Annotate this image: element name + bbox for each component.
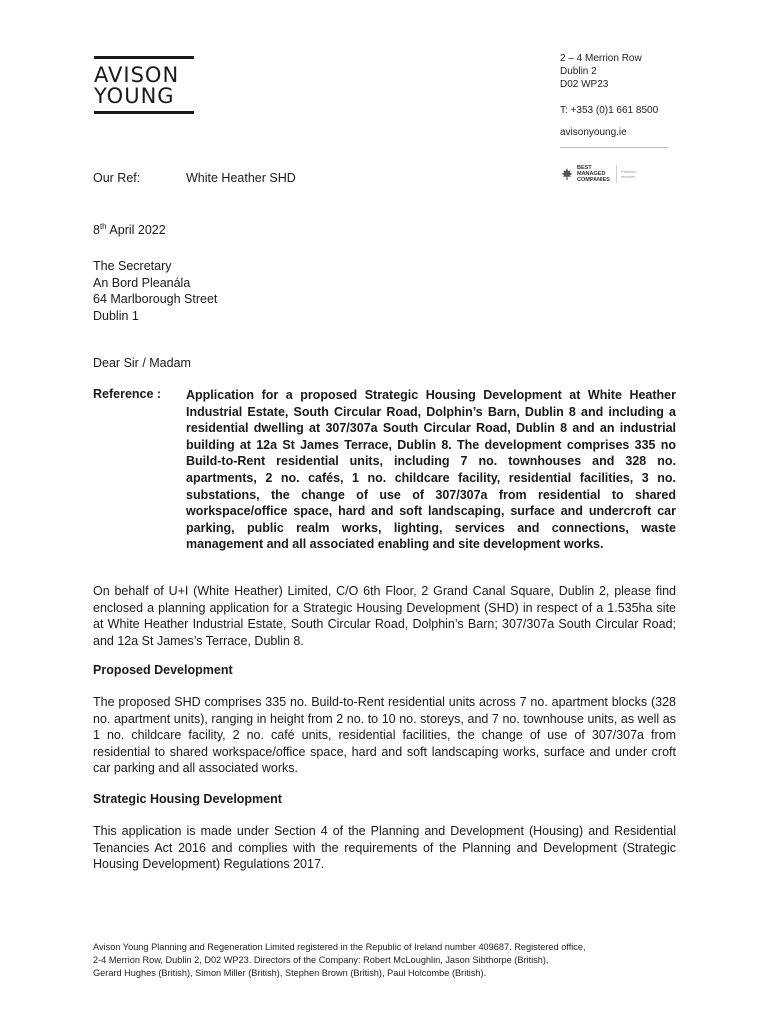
company-logo bbox=[94, 56, 194, 114]
address-line-1: 2 – 4 Merrion Row bbox=[560, 53, 642, 64]
badge-line-3: COMPANIES bbox=[577, 177, 610, 183]
address-divider bbox=[560, 147, 668, 148]
salutation: Dear Sir / Madam bbox=[93, 356, 191, 370]
reference-text: Application for a proposed Strategic Housing Development at White Heather Industrial Estate, South Circular Road, Dolphin’s Barn, Dublin 8 and including a residential dwelling at 307/307a South Circular Road, Dublin 8 and an industrial building at 12a St James Terrace, Dublin 8. The development comprises 335 no Build-to-Rent residential units, including 7 no. townhouses and 328 no. apartments, 2 no. cafés, 1 no. childcare facility, residential facilities, 3 no. substations, the change of use of 307/307a from residential to shared workspace/office space, hard and soft landscaping, surface and undercroft car parking, public realm works, lighting, services and connections, waste management and all associated enabling and site development works. bbox=[186, 388, 676, 552]
best-managed-badge bbox=[560, 165, 636, 183]
date-rest: April 2022 bbox=[106, 223, 166, 238]
proposed-development-paragraph: The proposed SHD comprises 335 no. Build-to-Rent residential units across 7 no. apartment blocks (328 no. apartment units), ranging in height from 2 no. to 10 no. storeys, and 7 no. townhouse units, as well as 1 no. childcare facility, 2 no. café units, residential facilities, the change of use of 307/307a from residential to shared workspace/office space, hard and soft landscaping works, surface and under croft car parking and all associated works. bbox=[93, 695, 676, 776]
shd-paragraph: This application is made under Section 4 of the Planning and Development (Housing) and Residential Tenancies Act 2016 and complies with the requirements of the Planning and Development (Strategic Housing Development) Regulations 2017. bbox=[93, 824, 676, 872]
logo-word-1: AVISON bbox=[94, 63, 180, 87]
badge-line-1: BEST bbox=[577, 165, 592, 171]
date-suffix: th bbox=[99, 222, 107, 231]
address-line-3: D02 WP23 bbox=[560, 79, 609, 90]
footer-legal bbox=[93, 941, 683, 980]
recipient-line-4: Dublin 1 bbox=[93, 308, 139, 323]
recipient-line-3: 64 Marlborough Street bbox=[93, 292, 218, 306]
badge-divider bbox=[616, 165, 617, 183]
section-heading-proposed: Proposed Development bbox=[93, 663, 233, 677]
address-line-2: Dublin 2 bbox=[560, 66, 597, 77]
our-ref-value: White Heather SHD bbox=[186, 171, 296, 185]
footer-line-1: Avison Young Planning and Regeneration Limited registered in the Republic of Ireland number 409687. Registered office, bbox=[93, 942, 586, 952]
maple-leaf-icon bbox=[560, 167, 574, 181]
our-ref-label: Our Ref: bbox=[93, 171, 141, 185]
recipient-address bbox=[93, 258, 217, 324]
address-phone: T: +353 (0)1 661 8500 bbox=[560, 105, 659, 116]
address-website[interactable]: avisonyoung.ie bbox=[560, 127, 627, 138]
badge-tag-2: member bbox=[620, 174, 636, 179]
section-heading-shd: Strategic Housing Development bbox=[93, 792, 282, 806]
recipient-line-1: The Secretary bbox=[93, 259, 172, 273]
footer-line-3: Gerard Hughes (British), Simon Miller (British), Stephen Brown (British), Paul Holcombe (British). bbox=[93, 968, 487, 978]
footer-line-2: 2-4 Merrion Row, Dublin 2, D02 WP23. Directors of the Company: Robert McLoughlin, Jason Sibthorpe (British), bbox=[93, 955, 549, 965]
recipient-line-2: An Bord Pleanála bbox=[93, 275, 191, 290]
date-day: 8 bbox=[93, 223, 100, 238]
reference-label: Reference : bbox=[93, 387, 162, 401]
logo-word-2: YOUNG bbox=[94, 84, 175, 108]
badge-line-2: MANAGED bbox=[577, 171, 606, 177]
logo-top-rule bbox=[94, 56, 194, 59]
logo-bottom-rule bbox=[94, 111, 194, 114]
badge-tag-1: Platinum bbox=[620, 169, 637, 174]
intro-paragraph: On behalf of U+I (White Heather) Limited, C/O 6th Floor, 2 Grand Canal Square, Dublin 2, please find enclosed a planning application for a Strategic Housing Development (SHD) in respect of a 1.535ha site at White Heather Industrial Estate, South Circular Road, Dolphin’s Barn; 307/307a South Circular Road; and 12a St James’s Terrace, Dublin 8. bbox=[93, 584, 676, 648]
letter-date bbox=[93, 219, 166, 239]
company-address bbox=[560, 52, 668, 148]
